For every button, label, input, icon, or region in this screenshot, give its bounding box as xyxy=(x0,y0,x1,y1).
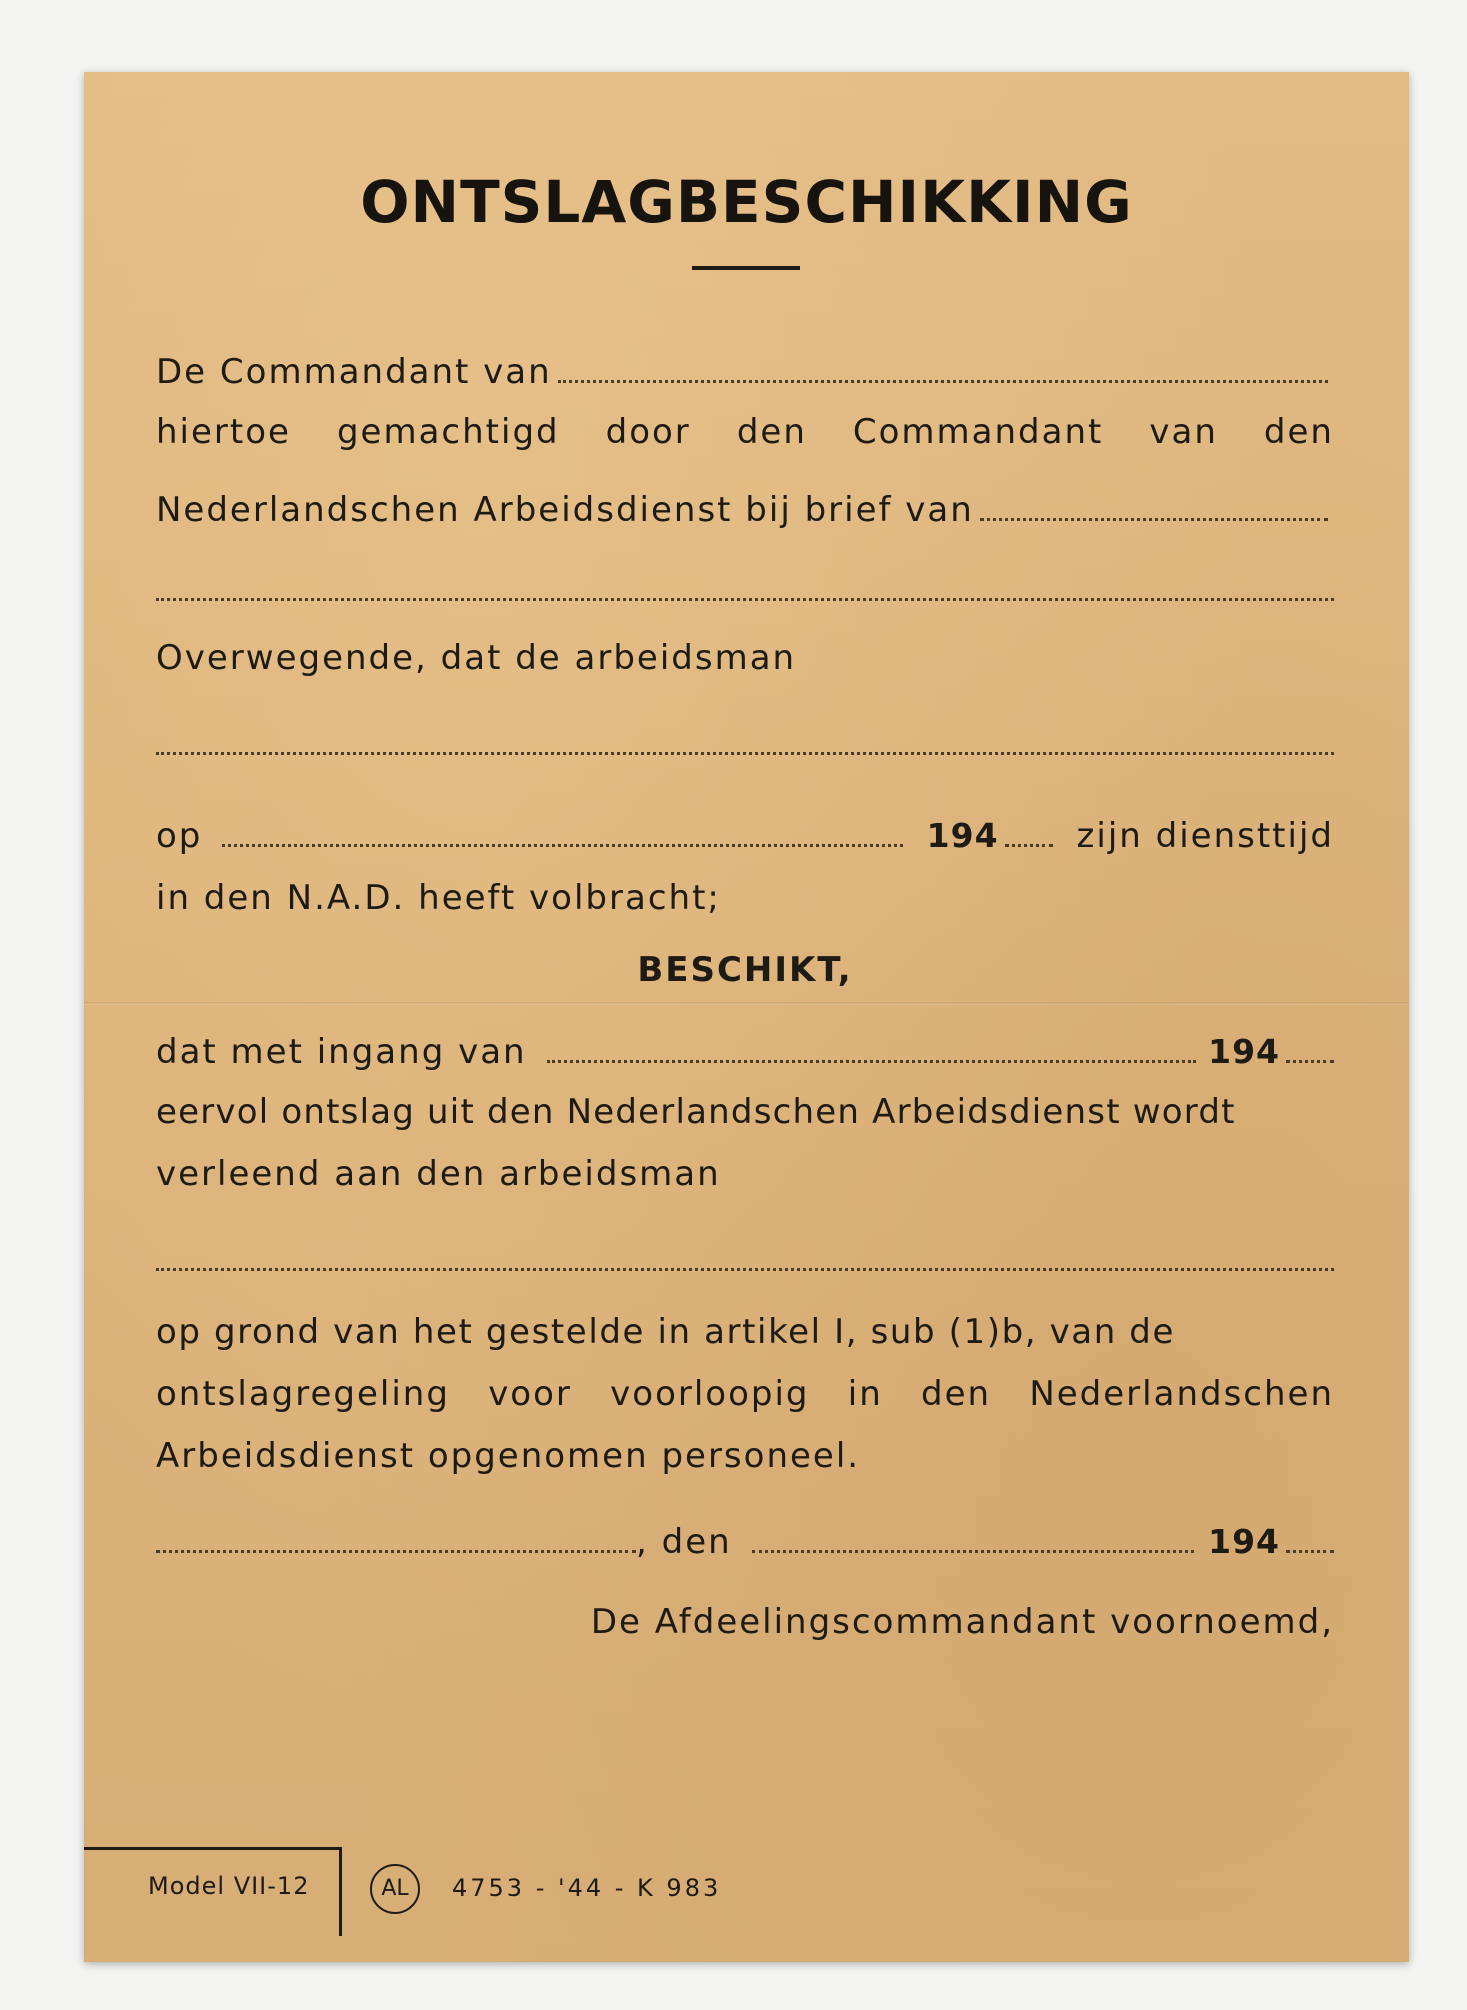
year-prefix: 194 xyxy=(1208,1522,1280,1561)
document-title: ONTSLAGBESCHIKKING xyxy=(360,168,1133,236)
word: ontslagregeling xyxy=(156,1374,450,1414)
year-prefix: 194 xyxy=(1208,1032,1280,1071)
line-overwegende xyxy=(156,638,1334,686)
word: van xyxy=(1149,412,1218,452)
paper-fold xyxy=(84,1002,1409,1005)
diensttijd-text: zijn diensttijd xyxy=(1076,816,1334,856)
den-label: , den xyxy=(636,1522,732,1562)
word: Commandant xyxy=(852,412,1104,452)
line-volbracht xyxy=(156,878,1334,926)
ingang-fill-line[interactable] xyxy=(547,1034,1197,1063)
line-ontslagregeling xyxy=(156,1374,1334,1422)
printer-logo-icon: AL xyxy=(370,1864,420,1914)
blank-fill-line-3[interactable] xyxy=(156,1242,1334,1271)
commandant-label: De Commandant van xyxy=(156,352,552,392)
document-sheet xyxy=(84,72,1409,1962)
word: den xyxy=(1263,412,1334,452)
line-signature xyxy=(156,1602,1334,1650)
signature-title: De Afdeelingscommandant voornoemd, xyxy=(590,1602,1334,1642)
title-underline xyxy=(692,266,800,270)
word: den xyxy=(921,1374,992,1414)
line-eervol xyxy=(156,1092,1334,1140)
model-number: Model VII-12 xyxy=(148,1872,310,1900)
overwegende-text: Overwegende, dat de arbeidsman xyxy=(156,638,797,678)
word: voor xyxy=(488,1374,572,1414)
word: gemachtigd xyxy=(336,412,560,452)
year-fill-line[interactable] xyxy=(1286,1524,1334,1553)
blank-fill-line-1[interactable] xyxy=(156,572,1334,601)
line-blank-1 xyxy=(156,572,1334,620)
commandant-fill-line[interactable] xyxy=(558,354,1328,383)
ingang-label: dat met ingang van xyxy=(156,1032,527,1072)
place-fill-line[interactable] xyxy=(156,1524,636,1553)
word: Nederlandschen xyxy=(1029,1374,1334,1414)
year-fill-line[interactable] xyxy=(1286,1034,1334,1063)
date-fill-line[interactable] xyxy=(222,818,902,847)
word: den xyxy=(736,412,807,452)
line-blank-2 xyxy=(156,726,1334,774)
print-code: 4753 - '44 - K 983 xyxy=(452,1874,722,1902)
line-brief-van xyxy=(156,490,1334,538)
word: door xyxy=(605,412,691,452)
word: voorloopig xyxy=(610,1374,810,1414)
eervol-text: eervol ontslag uit den Nederlandschen Arbeidsdienst wordt xyxy=(156,1092,1236,1132)
year-fill-line[interactable] xyxy=(1005,818,1053,847)
personeel-text: Arbeidsdienst opgenomen personeel. xyxy=(156,1436,861,1476)
blank-fill-line-2[interactable] xyxy=(156,726,1334,755)
line-gemachtigd xyxy=(156,412,1334,460)
brief-label: Nederlandschen Arbeidsdienst bij brief van xyxy=(156,490,974,530)
line-artikel xyxy=(156,1312,1334,1360)
line-beschikt xyxy=(156,950,1334,998)
line-op-diensttijd xyxy=(156,816,1334,864)
line-commandant xyxy=(156,352,1334,400)
signing-date-fill-line[interactable] xyxy=(752,1524,1194,1553)
op-label: op xyxy=(156,816,203,856)
brief-fill-line[interactable] xyxy=(980,492,1328,521)
line-ingang xyxy=(156,1032,1334,1080)
artikel-text: op grond van het gestelde in artikel I, sub (1)b, van de xyxy=(156,1312,1175,1352)
volbracht-text: in den N.A.D. heeft volbracht; xyxy=(156,878,721,918)
word: in xyxy=(847,1374,883,1414)
verleend-text: verleend aan den arbeidsman xyxy=(156,1154,721,1194)
beschikt-heading: BESCHIKT, xyxy=(637,950,853,990)
year-prefix: 194 xyxy=(926,816,999,855)
line-personeel xyxy=(156,1436,1334,1484)
line-verleend xyxy=(156,1154,1334,1202)
line-blank-3 xyxy=(156,1242,1334,1290)
word: hiertoe xyxy=(156,412,291,452)
line-place-date xyxy=(156,1522,1334,1570)
